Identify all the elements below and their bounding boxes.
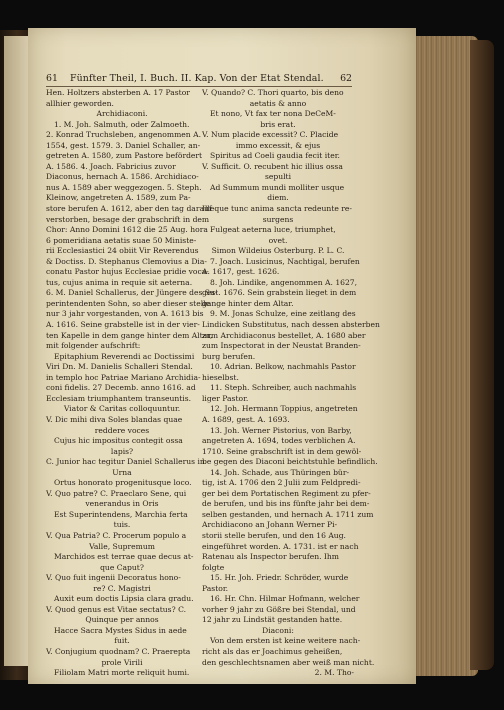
text-line: ten Kapelle in dem gange hinter dem Altar, — [46, 330, 213, 340]
text-line: Pastor. — [202, 583, 229, 593]
text-line: 1554, gest. 1579. 3. Daniel Schaller, an- — [46, 140, 201, 150]
text-line: liger Pastor. — [202, 393, 249, 403]
text-line: Ad Summum mundi molliter usque — [210, 182, 345, 192]
text-line: 12 jahr zu Lindstät gestanden hatte. — [202, 615, 343, 625]
text-line: angetreten A. 1694, todes verblichen A. — [202, 436, 356, 446]
catchword: 2. M. Tho- — [314, 668, 354, 678]
text-line: eingeführet worden. A. 1731. ist er nach — [202, 541, 359, 551]
text-line: Et nono, Vt fax ter nona DeCeM- — [210, 109, 336, 119]
text-line: vorher 9 jahr zu Gößre bei Stendal, und — [202, 604, 356, 614]
text-line: V. Quo fuit ingenii Decoratus hono- — [46, 573, 181, 583]
text-line: 14. Joh. Schade, aus Thüringen bür- — [210, 467, 350, 477]
text-line: 16. Hr. Chn. Hilmar Hofmann, welcher — [210, 594, 360, 604]
text-line: bris erat. — [260, 119, 296, 129]
text-line: 10. Adrian. Belkow, nachmahls Pastor — [210, 362, 356, 372]
text-line: Urna — [112, 467, 132, 477]
text-line: Cujus hic impositus contegit ossa — [54, 436, 183, 446]
text-line: V. Conjugium quodnam? C. Praerepta — [46, 646, 191, 656]
text-line: fuit. — [114, 636, 130, 646]
section-heading: Diaconi: — [262, 625, 294, 635]
text-line: nur 3 jahr vorgestanden, von A. 1613 bis — [46, 309, 204, 319]
text-line: gange hinter dem Altar. — [202, 298, 294, 308]
text-line: coni fidelis. 27 Decemb. anno 1616. ad — [46, 383, 196, 393]
text-line: Ecclesiam triumphantem transeuntis. — [46, 393, 192, 403]
text-line: 1710. Seine grabschrift ist in dem gewöl- — [202, 446, 362, 456]
text-line: & Doctiss. D. Stephanus Clemovius a Dia- — [46, 256, 207, 266]
text-line: Ortus honorato progenitusque loco. — [54, 478, 192, 488]
text-line: sepulti — [264, 172, 292, 182]
text-line: Viri Dn. M. Danielis Schalleri Stendal. — [46, 362, 193, 372]
text-line: 13. Joh. Werner Pistorius, von Barby, — [210, 425, 352, 435]
text-line: perintendenten Sohn, so aber dieser stelle — [46, 298, 211, 308]
book-cover-right — [470, 40, 494, 670]
text-line: 9. M. Jonas Schulze, eine zeitlang des — [210, 309, 356, 319]
section-heading: Archidiaconi. — [96, 109, 148, 119]
text-line: lapis? — [110, 446, 134, 456]
text-line: nus A. 1589 aber weggezogen. 5. Steph. — [46, 182, 202, 192]
text-line: getreten A. 1580, zum Pastore befördert — [46, 151, 203, 161]
text-line: Ratenau als Inspector berufen. Ihm — [202, 552, 340, 562]
text-line: surgens — [262, 214, 294, 224]
text-line: Quinque per annos — [85, 615, 159, 625]
running-title: Fünfter Theil, I. Buch. II. Kap. Von der Etat Stendal. — [70, 73, 324, 84]
text-line: be gegen des Diaconi beichtstuhle befindlich. — [202, 457, 378, 467]
text-line: 7. Joach. Lusicinus, Nachtigal, berufen — [210, 256, 360, 266]
text-line: 12. Joh. Hermann Toppius, angetreten — [210, 404, 358, 414]
facing-page-edge — [4, 36, 30, 666]
text-line: Archidiacono an Johann Werner Pi- — [202, 520, 338, 530]
text-line: re? C. Magistri — [93, 583, 151, 593]
text-line: immo excessit, & ejus — [235, 140, 321, 150]
header-rule — [46, 86, 352, 87]
text-line: ovet. — [268, 235, 288, 245]
text-line: prole Virili — [101, 657, 143, 667]
text-line: Simon Wildeius Osterburg. P. L. C. — [211, 246, 345, 256]
text-line: A. 1617, gest. 1626. — [202, 267, 280, 277]
text-line: Spiritus ad Coeli gaudia fecit iter. — [210, 151, 340, 161]
text-line: 1. M. Joh. Salmuth, oder Zalmoeth. — [54, 119, 190, 129]
text-line: Valle, Supremum — [89, 541, 155, 551]
text-line: Lindicken Substitutus, nach dessen absterben — [202, 320, 380, 330]
text-line: burg berufen. — [202, 351, 256, 361]
text-line: 6. M. Daniel Schallerus, der Jüngere des Su- — [46, 288, 218, 298]
text-line: que Caput? — [100, 562, 144, 572]
text-line: diem. — [267, 193, 289, 203]
text-line: Filiolam Matri morte reliquit humi. — [54, 668, 190, 678]
text-line: C. Junior hac tegitur Daniel Schallerus in — [46, 457, 205, 467]
text-line: storii stelle berufen, und den 16 Aug. — [202, 530, 346, 540]
text-line: Marchidos est terrae quae decus at- — [54, 552, 194, 562]
text-line: 15. Hr. Joh. Friedr. Schröder, wurde — [210, 573, 349, 583]
page-stack-edge — [408, 36, 478, 676]
text-line: Von dem ersten ist keine weitere nach- — [210, 636, 361, 646]
text-line: V. Quando? C. Thori quarto, bis deno — [202, 88, 344, 97]
text-line: Fulgeat aeterna luce, triumphet, — [210, 225, 336, 235]
page-number-left: 61 — [46, 73, 58, 84]
text-line: V. Dic mihi diva Soles blandas quae — [46, 414, 183, 424]
text-line: Est Superintendens, Marchia ferta — [54, 509, 188, 519]
text-line: A. 1616. Seine grabstelle ist in der vier- — [46, 320, 200, 330]
text-line: A. 1586. 4. Joach. Fabricius zuvor — [46, 161, 176, 171]
text-line: A. 1689, gest. A. 1693. — [202, 414, 290, 424]
text-line: Viator & Caritas colloquuntur. — [63, 404, 181, 414]
text-line: conatu Pastor hujus Ecclesiae pridie voca- — [46, 267, 209, 277]
text-line: 8. Joh. Lindike, angenommen A. 1627, — [210, 277, 358, 287]
text-line: reddere voces — [94, 425, 150, 435]
text-line: selben gestanden, und hernach A. 1711 zum — [202, 509, 374, 519]
text-line: Illeque tunc anima sancta redeunte re- — [202, 204, 352, 214]
text-line: zum Archidiaconus bestellet, A. 1680 aber — [202, 330, 366, 340]
text-line: store berufen A. 1612, aber den tag darauf — [46, 204, 212, 214]
text-line: verstorben, besage der grabschrift in dem — [46, 214, 210, 224]
text-line: Chor: Anno Domini 1612 die 25 Aug. hora — [46, 225, 208, 235]
text-line: venerandus in Oris — [85, 499, 159, 509]
text-line: V. Qua Patria? C. Procerum populo a — [46, 530, 187, 540]
text-line: V. Sufficit. O. recubent hic illius ossa — [202, 161, 343, 171]
text-line: Diaconus, hernach A. 1586. Archidiaco- — [46, 172, 199, 182]
text-line: mit folgender aufschrift: — [46, 341, 141, 351]
text-line: zum Inspectorat in der Neustat Branden- — [202, 341, 361, 351]
right-text-column — [202, 88, 380, 679]
text-line: aetatis & anno — [249, 98, 307, 108]
text-line: V. Quod genus est Vitae sectatus? C. — [46, 604, 187, 614]
text-line: Epitaphium Reverendi ac Doctissimi — [54, 351, 195, 361]
text-line: 2. Konrad Truchsleben, angenommen A. — [46, 130, 201, 140]
text-line: in templo hoc Patriae Mariano Archidia- — [46, 372, 201, 382]
text-line: tuis. — [113, 520, 131, 530]
text-line: Kleinow, angetreten A. 1589, zum Pa- — [46, 193, 191, 203]
text-line: hieselbst. — [202, 372, 239, 382]
text-line: folgte — [202, 562, 225, 572]
text-line: V. Num placide excessit? C. Placide — [202, 130, 339, 140]
text-line: rii Ecclesiastici 24 obiit Vir Reverendus — [46, 246, 199, 256]
text-line: den geschlechtsnamen aber weiß man nicht. — [202, 657, 375, 667]
text-line: V. Quo patre? C. Praeclaro Sene, qui — [46, 488, 187, 498]
text-line: ger bei dem Portatischen Regiment zu pfer- — [202, 488, 371, 498]
text-line: Hen. Holtzers absterben A. 17 Pastor — [46, 88, 190, 97]
page-header — [46, 72, 352, 86]
text-line: richt als das er Joachimus geheißen, — [202, 646, 343, 656]
text-line: de berufen, und bis ins fünfte jahr bei dem- — [202, 499, 370, 509]
text-line: gest. 1676. Sein grabstein lieget in dem — [202, 288, 357, 298]
text-line: tus, cujus anima in requie sit aeterna. — [46, 277, 193, 287]
text-line: Auxit eum doctis Lipsia clara gradu. — [54, 594, 194, 604]
text-line: 6 pomeridiana aetatis suae 50 Ministe- — [46, 235, 197, 245]
page-number-right: 62 — [340, 73, 352, 84]
text-line: tig, ist A. 1706 den 2 Julii zum Feldpredi- — [202, 478, 361, 488]
text-line: allhier geworden. — [46, 98, 114, 108]
text-line: 11. Steph. Schreiber, auch nachmahls — [210, 383, 357, 393]
text-line: Hacce Sacra Mystes Sidus in aede — [54, 625, 187, 635]
